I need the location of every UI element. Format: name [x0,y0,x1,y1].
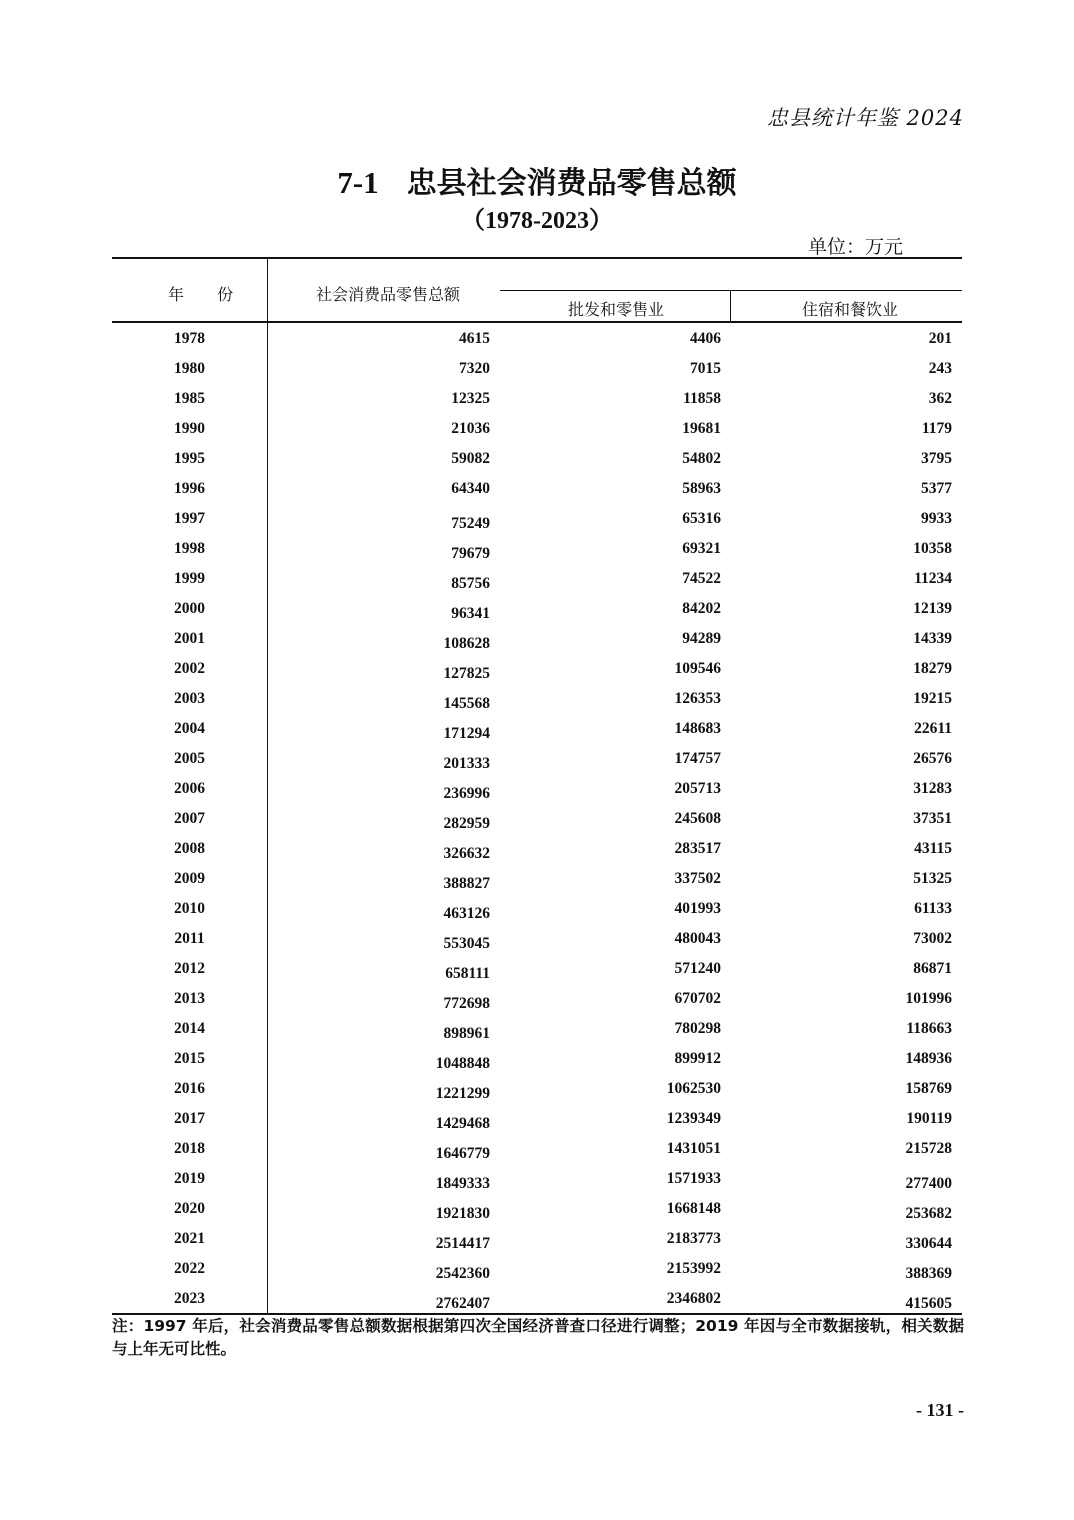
year-cell: 2003 [174,690,205,707]
year-cell: 2005 [174,750,205,767]
year-cell: 2022 [174,1260,205,1277]
year-cell: 2007 [174,810,205,827]
year-cell: 1990 [174,420,205,437]
wholesale-cell: 670702 [674,990,721,1007]
catering-cell: 243 [928,360,952,377]
wholesale-cell: 69321 [682,540,721,557]
wholesale-cell: 1431051 [666,1140,721,1157]
table-row [112,1257,962,1287]
total-cell: 85756 [451,575,490,592]
wholesale-cell: 94289 [682,630,721,647]
table-row [112,507,962,537]
year-cell: 2016 [174,1080,205,1097]
wholesale-cell: 7015 [690,360,721,377]
wholesale-cell: 174757 [674,750,721,767]
table-row [112,807,962,837]
total-cell: 59082 [451,450,490,467]
catering-cell: 415605 [905,1295,952,1312]
table-row [112,1107,962,1137]
year-cell: 2001 [174,630,205,647]
table-title: 忠县社会消费品零售总额 [406,166,737,201]
table-row [112,657,962,687]
unit-label: 单位：万元 [808,236,904,258]
year-cell: 2008 [174,840,205,857]
year-cell: 2017 [174,1110,205,1127]
catering-cell: 43115 [914,840,952,857]
table-row [112,927,962,957]
table-row [112,627,962,657]
column-header-year: 年 份 [168,285,248,304]
year-cell: 2000 [174,600,205,617]
table-row [112,957,962,987]
catering-cell: 22611 [914,720,952,737]
header-subline [500,290,962,291]
table-row [112,717,962,747]
wholesale-cell: 1571933 [666,1170,721,1187]
column-header-total: 社会消费品零售总额 [316,285,461,304]
table-row [112,357,962,387]
year-cell: 2013 [174,990,205,1007]
total-cell: 145568 [443,695,490,712]
table-row [112,1227,962,1257]
catering-cell: 118663 [906,1020,952,1037]
total-cell: 127825 [443,665,490,682]
catering-cell: 201 [928,330,952,347]
table-row [112,1077,962,1107]
table-row [112,867,962,897]
wholesale-cell: 2183773 [666,1230,721,1247]
catering-cell: 37351 [913,810,952,827]
total-cell: 282959 [443,815,490,832]
catering-cell: 1179 [921,420,952,437]
wholesale-cell: 2346802 [666,1290,721,1307]
wholesale-cell: 571240 [674,960,721,977]
total-cell: 1646779 [435,1145,490,1162]
running-header: 忠县统计年鉴 2024 [766,106,964,130]
total-cell: 658111 [445,965,490,982]
wholesale-cell: 480043 [674,930,721,947]
wholesale-cell: 1668148 [666,1200,721,1217]
wholesale-cell: 245608 [674,810,721,827]
wholesale-cell: 4406 [690,330,721,347]
wholesale-cell: 148683 [674,720,721,737]
total-cell: 2762407 [435,1295,490,1312]
total-cell: 171294 [443,725,490,742]
total-cell: 4615 [459,330,490,347]
table-period: （1978-2023） [461,208,613,234]
wholesale-cell: 283517 [674,840,721,857]
year-cell: 2018 [174,1140,205,1157]
total-cell: 772698 [443,995,490,1012]
total-cell: 463126 [443,905,490,922]
total-cell: 1048848 [435,1055,490,1072]
table-row [112,837,962,867]
year-cell: 1997 [174,510,205,527]
table-row [112,687,962,717]
catering-cell: 148936 [905,1050,952,1067]
table-row [112,987,962,1017]
table-row [112,537,962,567]
total-cell: 326632 [443,845,490,862]
total-cell: 2514417 [435,1235,490,1252]
total-cell: 12325 [451,390,490,407]
table-row [112,327,962,357]
catering-cell: 101996 [905,990,952,1007]
catering-cell: 11234 [914,570,952,587]
table-row [112,1287,962,1317]
table-row [112,567,962,597]
wholesale-cell: 84202 [682,600,721,617]
wholesale-cell: 1062530 [666,1080,721,1097]
page-title [0,158,1074,202]
table-row [112,1137,962,1167]
catering-cell: 5377 [921,480,952,497]
wholesale-cell: 74522 [682,570,721,587]
catering-cell: 86871 [913,960,952,977]
table-row [112,447,962,477]
wholesale-cell: 780298 [674,1020,721,1037]
catering-cell: 26576 [913,750,952,767]
catering-cell: 51325 [913,870,952,887]
wholesale-cell: 2153992 [666,1260,721,1277]
table-row [112,1197,962,1227]
catering-cell: 19215 [913,690,952,707]
year-cell: 2023 [174,1290,205,1307]
column-header-catering: 住宿和餐饮业 [802,300,899,319]
total-cell: 1849333 [435,1175,490,1192]
total-cell: 236996 [443,785,490,802]
table-row [112,1017,962,1047]
year-cell: 2015 [174,1050,205,1067]
wholesale-cell: 109546 [674,660,721,677]
header-bottom-rule [112,321,962,323]
catering-cell: 277400 [905,1175,952,1192]
wholesale-cell: 126353 [674,690,721,707]
total-cell: 2542360 [435,1265,490,1282]
wholesale-cell: 1239349 [666,1110,721,1127]
total-cell: 898961 [443,1025,490,1042]
catering-cell: 190119 [906,1110,952,1127]
catering-cell: 215728 [905,1140,952,1157]
wholesale-cell: 65316 [682,510,721,527]
catering-cell: 388369 [905,1265,952,1282]
catering-cell: 73002 [913,930,952,947]
year-cell: 1998 [174,540,205,557]
table-row [112,777,962,807]
total-cell: 388827 [443,875,490,892]
year-cell: 1995 [174,450,205,467]
catering-cell: 12139 [913,600,952,617]
catering-cell: 362 [928,390,952,407]
wholesale-cell: 58963 [682,480,721,497]
table-row [112,1047,962,1077]
table-body [112,327,962,1317]
header-subdivider [730,290,731,322]
wholesale-cell: 205713 [674,780,721,797]
total-cell: 108628 [443,635,490,652]
total-cell: 7320 [459,360,490,377]
total-cell: 1221299 [435,1085,490,1102]
year-cell: 2002 [174,660,205,677]
year-cell: 1980 [174,360,205,377]
total-cell: 21036 [451,420,490,437]
wholesale-cell: 11858 [683,390,721,407]
year-cell: 2011 [174,930,205,947]
year-cell: 2014 [174,1020,205,1037]
year-cell: 1996 [174,480,205,497]
table-row [112,747,962,777]
catering-cell: 14339 [913,630,952,647]
year-cell: 2012 [174,960,205,977]
table-row [112,1167,962,1197]
wholesale-cell: 19681 [682,420,721,437]
catering-cell: 3795 [921,450,952,467]
data-table [112,257,962,1315]
total-cell: 201333 [443,755,490,772]
total-cell: 1429468 [435,1115,490,1132]
year-cell: 2009 [174,870,205,887]
catering-cell: 9933 [921,510,952,527]
year-cell: 2021 [174,1230,205,1247]
year-cell: 2004 [174,720,205,737]
table-row [112,477,962,507]
year-cell: 2019 [174,1170,205,1187]
page-number: - 131 - [916,1400,964,1420]
footnote: 注：1997 年后，社会消费品零售总额数据根据第四次全国经济普查口径进行调整；2019 年因与全市数据接轨，相关数据与上年无可比性。 [112,1317,964,1358]
wholesale-cell: 337502 [674,870,721,887]
table-row [112,897,962,927]
column-header-wholesale: 批发和零售业 [568,300,665,319]
year-cell: 1985 [174,390,205,407]
wholesale-cell: 54802 [682,450,721,467]
table-row [112,417,962,447]
total-cell: 553045 [443,935,490,952]
year-cell: 1999 [174,570,205,587]
catering-cell: 253682 [905,1205,952,1222]
catering-cell: 10358 [913,540,952,557]
total-cell: 64340 [451,480,490,497]
catering-cell: 61133 [914,900,952,917]
catering-cell: 330644 [905,1235,952,1252]
catering-cell: 158769 [905,1080,952,1097]
year-cell: 1978 [174,330,205,347]
total-cell: 79679 [451,545,490,562]
total-cell: 1921830 [435,1205,490,1222]
table-row [112,387,962,417]
catering-cell: 18279 [913,660,952,677]
year-cell: 2020 [174,1200,205,1217]
total-cell: 75249 [451,515,490,532]
catering-cell: 31283 [913,780,952,797]
table-row [112,597,962,627]
year-cell: 2010 [174,900,205,917]
wholesale-cell: 401993 [674,900,721,917]
year-cell: 2006 [174,780,205,797]
table-number: 7-1 [337,165,379,200]
wholesale-cell: 899912 [674,1050,721,1067]
total-cell: 96341 [451,605,490,622]
